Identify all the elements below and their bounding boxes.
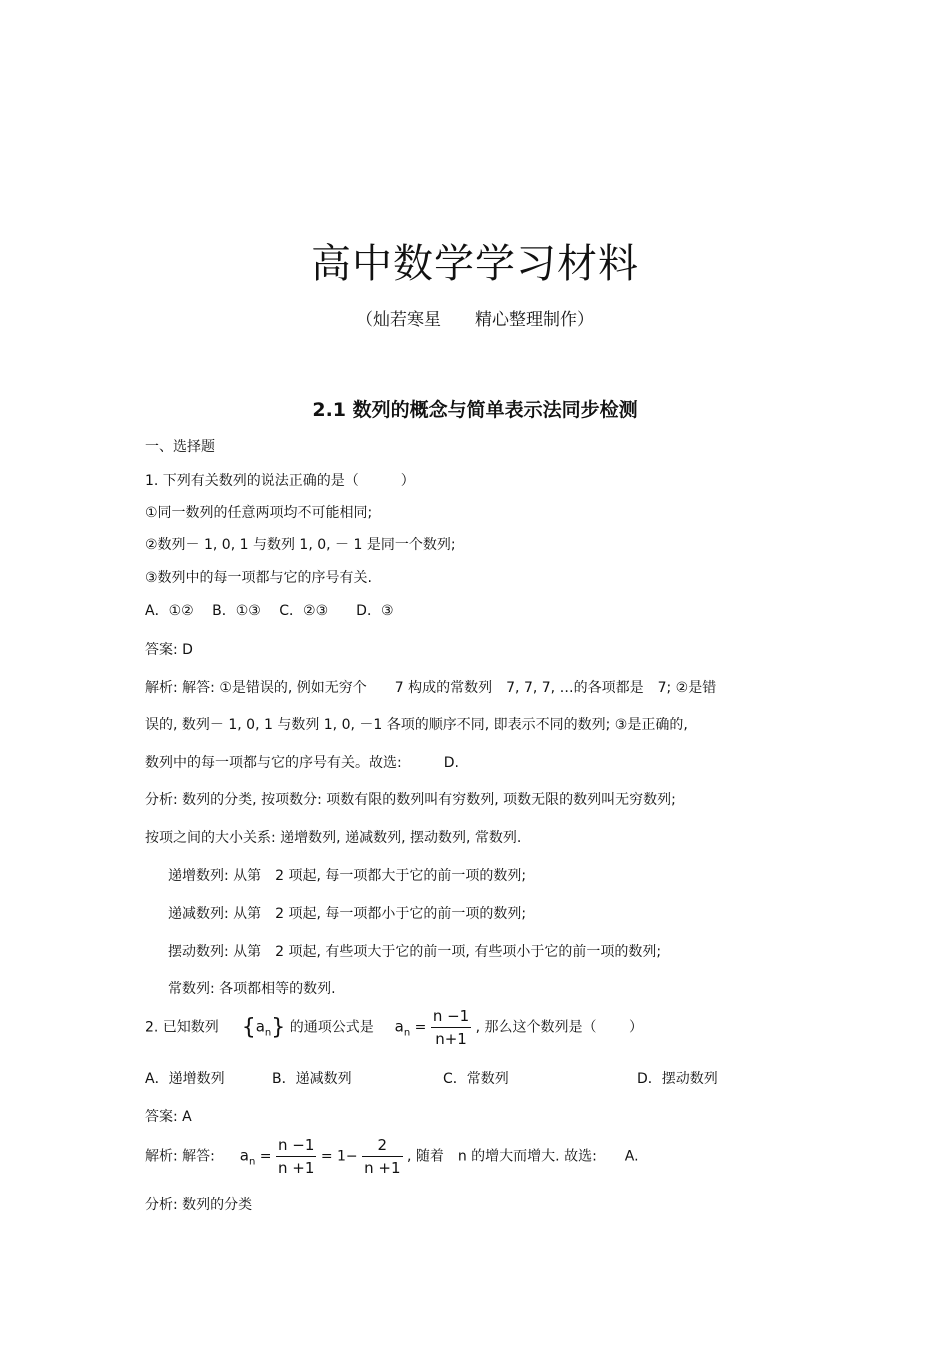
q2-formula-eq: = bbox=[414, 1019, 427, 1036]
q1-fenxi-increasing: 递增数列: 从第 2 项起, 每一项都大于它的前一项的数列; bbox=[168, 868, 527, 884]
q2-solution-sub: n bbox=[249, 1156, 256, 1168]
part-heading: 一、选择题 bbox=[145, 439, 215, 455]
q2-mid: 的通项公式是 bbox=[289, 1019, 374, 1036]
q2-formula-sub: n bbox=[403, 1027, 411, 1039]
q2-seq-brace-close: } bbox=[271, 1015, 286, 1040]
q1-fenxi-decreasing: 递减数列: 从第 2 项起, 每一项都小于它的前一项的数列; bbox=[168, 906, 527, 922]
q2-option-a: A．递增数列 bbox=[145, 1071, 225, 1087]
q1-fenxi-oscillating: 摆动数列: 从第 2 项起, 有些项大于它的前一项, 有些项小于它的前一项的数列; bbox=[168, 944, 662, 960]
q2-formula-a: a bbox=[394, 1017, 404, 1036]
q1-fenxi-line-1: 分析: 数列的分类, 按项数分: 项数有限的数列叫有穷数列, 项数无限的数列叫无穷数列; bbox=[145, 792, 676, 808]
q2-option-b: B．递减数列 bbox=[272, 1071, 352, 1087]
q1-options: A．①② B．①③ C．②③ D．③ bbox=[145, 603, 394, 619]
q2-fenxi: 分析: 数列的分类 bbox=[145, 1197, 253, 1213]
q2-solution-numerator-2: 2 bbox=[362, 1136, 402, 1157]
q1-answer: 答案: D bbox=[145, 642, 193, 658]
q1-fenxi-constant: 常数列: 各项都相等的数列. bbox=[168, 981, 336, 997]
q1-analysis-line-3: 数列中的每一项都与它的序号有关。故选: D. bbox=[145, 755, 459, 771]
q2-formula-denominator: n+1 bbox=[435, 1030, 467, 1048]
subtitle: （灿若寒星 精心整理制作） bbox=[356, 310, 594, 330]
q2-solution-eq1: = bbox=[259, 1148, 272, 1165]
q1-analysis-line-1: 解析: 解答: ①是错误的, 例如无穷个 7 构成的常数列 7, 7, 7, …的各项都是 7; ②是错 bbox=[145, 680, 717, 696]
main-title: 高中数学学习材料 bbox=[311, 241, 639, 287]
q2-formula-numerator: n −1 bbox=[431, 1007, 471, 1028]
q2-seq-a: a bbox=[255, 1017, 265, 1036]
q2-solution-denominator-2: n +1 bbox=[364, 1159, 401, 1177]
q1-fenxi-line-2: 按项之间的大小关系: 递增数列, 递减数列, 摆动数列, 常数列. bbox=[145, 830, 522, 846]
q2-solution-numerator-1: n −1 bbox=[276, 1136, 316, 1157]
q1-statement-1: ①同一数列的任意两项均不可能相同; bbox=[145, 505, 373, 521]
q2-solution-denominator-1: n +1 bbox=[277, 1159, 315, 1177]
section-title: 2.1 数列的概念与简单表示法同步检测 bbox=[312, 399, 638, 421]
q2-seq-n: n bbox=[264, 1027, 272, 1039]
q2-option-d: D．摆动数列 bbox=[637, 1071, 718, 1087]
q2-seq-brace-open: { bbox=[241, 1015, 256, 1040]
q2-answer: 答案: A bbox=[145, 1109, 192, 1125]
q1-statement-2: ②数列－ 1, 0, 1 与数列 1, 0, － 1 是同一个数列; bbox=[145, 537, 456, 553]
q1-statement-3: ③数列中的每一项都与它的序号有关. bbox=[145, 570, 373, 586]
q2-solution-fraction-1 bbox=[276, 1136, 316, 1177]
q2-option-c: C．常数列 bbox=[443, 1071, 509, 1087]
q2-solution bbox=[145, 1136, 639, 1177]
q2-solution-tail: , 随着 n 的增大而增大. 故选: A. bbox=[406, 1148, 639, 1165]
q1-stem: 1. 下列有关数列的说法正确的是（ ） bbox=[145, 473, 415, 489]
q2-formula-fraction bbox=[431, 1007, 471, 1048]
q2-solution-a: a bbox=[239, 1146, 249, 1165]
q1-analysis-line-2: 误的, 数列－ 1, 0, 1 与数列 1, 0, －1 各项的顺序不同, 即表示不同的数列; ③是正确的, bbox=[145, 717, 688, 733]
q2-solution-eq2: = 1− bbox=[320, 1148, 358, 1165]
q2-lead: 2. 已知数列 bbox=[145, 1019, 219, 1036]
q2-solution-lead: 解析: 解答: bbox=[145, 1148, 215, 1165]
q2-tail: , 那么这个数列是（ ） bbox=[475, 1019, 644, 1036]
q2-stem bbox=[145, 1007, 643, 1048]
q2-solution-fraction-2 bbox=[362, 1136, 402, 1177]
